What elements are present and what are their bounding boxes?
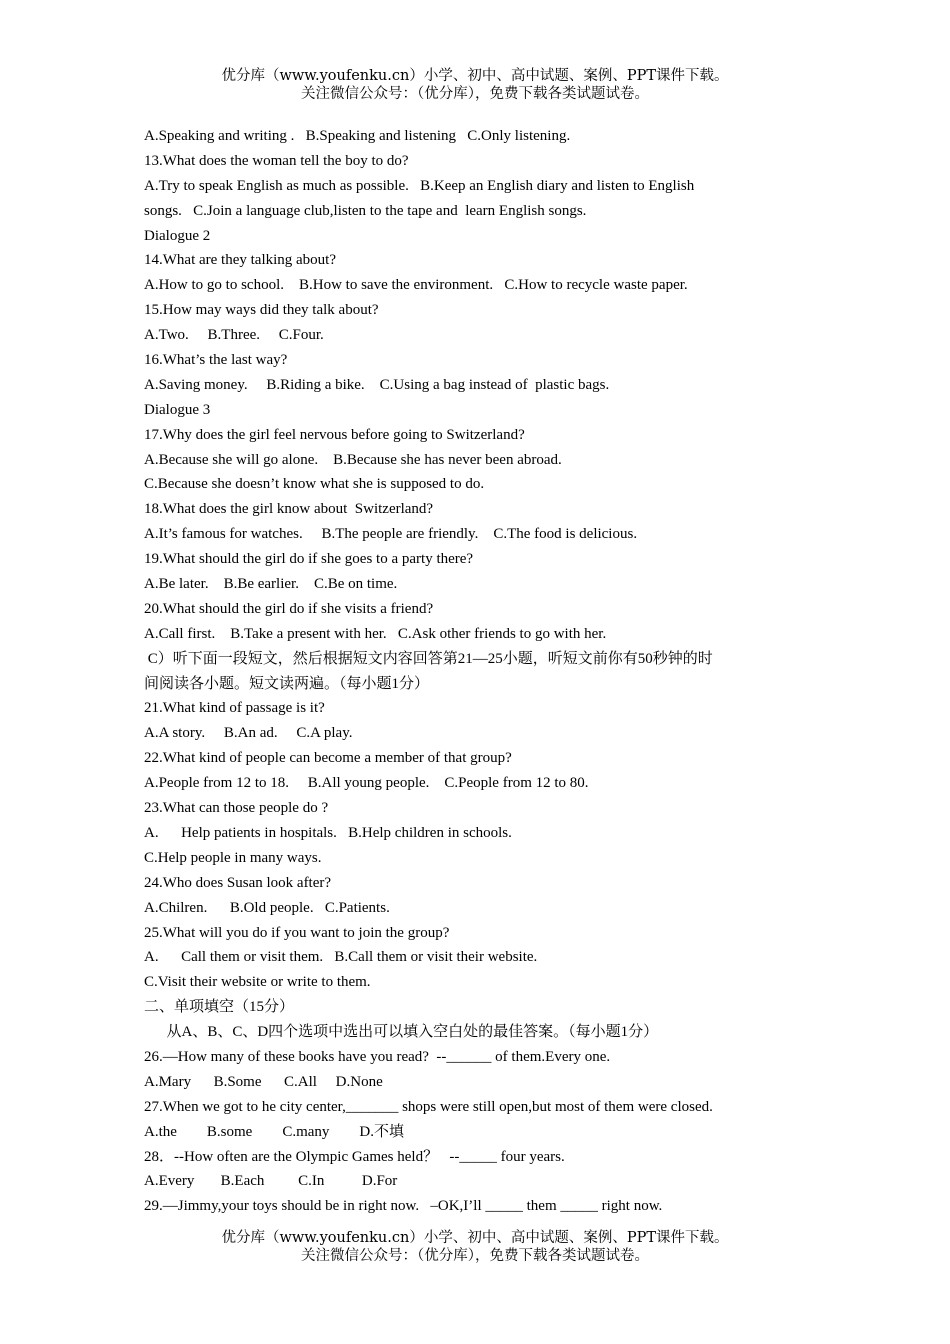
text-line: A.Mary B.Some C.All D.None [144, 1073, 383, 1090]
text-line: A.How to go to school. B.How to save the environment. C.How to recycle waste paper. [144, 277, 688, 294]
question-line: 28．--How often are the Olympic Games held？ --_____ four years. [144, 1148, 565, 1165]
section-heading: Dialogue 3 [144, 401, 211, 418]
text-line: A.Chilren. B.Old people. C.Patients. [144, 899, 390, 916]
page-footer [0, 1229, 950, 1265]
text-line: C.Help people in many ways. [144, 849, 322, 866]
question-line: 19.What should the girl do if she goes to a party there? [144, 551, 474, 568]
document-body [144, 124, 804, 1219]
question-line: 24.Who does Susan look after? [144, 874, 332, 891]
text-line: songs. C.Join a language club,listen to the tape and learn English songs. [144, 202, 587, 219]
text-line: A.A story. B.An ad. C.A play. [144, 725, 353, 742]
question-line: 13.What does the woman tell the boy to do? [144, 152, 409, 169]
text-line: A.Speaking and writing . B.Speaking and listening C.Only listening. [144, 128, 571, 144]
section-heading: 二、单项填空（15分） [144, 999, 295, 1016]
question-line: 21.What kind of passage is it? [144, 700, 325, 717]
question-line: 22.What kind of people can become a member of that group? [144, 750, 512, 767]
question-line: 27.When we got to he city center,_______ shops were still open,but most of them were closed. [144, 1098, 713, 1115]
instruction-line: C）听下面一段短文，然后根据短文内容回答第21—25小题，听短文前你有50秒钟的时 [144, 650, 713, 667]
question-line: 20.What should the girl do if she visits a friend? [144, 600, 434, 617]
question-line: 16.What’s the last way? [144, 352, 288, 369]
question-line: 23.What can those people do ? [144, 800, 329, 817]
text-line: A.Saving money. B.Riding a bike. C.Using a bag instead of plastic bags. [144, 376, 610, 393]
question-line: 18.What does the girl know about Switzerland? [144, 501, 434, 518]
footer-line-1: 优分库（www.youfenku.cn）小学、初中、高中试题、案例、PPT课件下载。 [221, 1230, 729, 1246]
text-line: C.Visit their website or write to them. [144, 974, 371, 991]
section-heading: Dialogue 2 [144, 227, 211, 244]
text-line: A.It’s famous for watches. B.The people are friendly. C.The food is delicious. [144, 526, 638, 543]
text-line: C.Because she doesn’t know what she is supposed to do. [144, 476, 485, 493]
question-line: 17.Why does the girl feel nervous before going to Switzerland? [144, 426, 525, 443]
question-line: 25.What will you do if you want to join the group? [144, 924, 450, 941]
header-line-2: 关注微信公众号：（优分库），免费下载各类试题试卷。 [301, 86, 649, 102]
text-line: A. Help patients in hospitals. B.Help children in schools. [144, 824, 512, 841]
text-line: A.Try to speak English as much as possible. B.Keep an English diary and listen to English [144, 177, 695, 194]
text-line: A.Every B.Each C.In D.For [144, 1173, 398, 1190]
footer-line-2: 关注微信公众号：（优分库），免费下载各类试题试卷。 [301, 1248, 649, 1264]
text-line: A.Be later. B.Be earlier. C.Be on time. [144, 576, 398, 593]
question-line: 29.—Jimmy,your toys should be in right now. –OK,I’ll _____ them _____ right now. [144, 1198, 663, 1215]
header-line-1: 优分库（www.youfenku.cn）小学、初中、高中试题、案例、PPT课件下载。 [221, 68, 729, 84]
question-line: 26.—How many of these books have you read? --______ of them.Every one. [144, 1048, 611, 1065]
text-line: A.People from 12 to 18. B.All young people. C.People from 12 to 80. [144, 775, 589, 792]
text-line: A.Two. B.Three. C.Four. [144, 327, 324, 344]
page-header [0, 67, 950, 103]
text-line: A.the B.some C.many D.不填 [144, 1123, 404, 1140]
question-line: 14.What are they talking about? [144, 252, 337, 269]
question-line: 15.How may ways did they talk about? [144, 302, 379, 319]
instruction-line: 从A、B、C、D四个选项中选出可以填入空白处的最佳答案。（每小题1分） [144, 1024, 659, 1041]
text-line: A.Call first. B.Take a present with her. C.Ask other friends to go with her. [144, 625, 607, 642]
text-line: A. Call them or visit them. B.Call them or visit their website. [144, 949, 538, 966]
text-line: A.Because she will go alone. B.Because she has never been abroad. [144, 451, 562, 468]
instruction-line: 间阅读各小题。短文读两遍。（每小题1分） [144, 675, 430, 692]
